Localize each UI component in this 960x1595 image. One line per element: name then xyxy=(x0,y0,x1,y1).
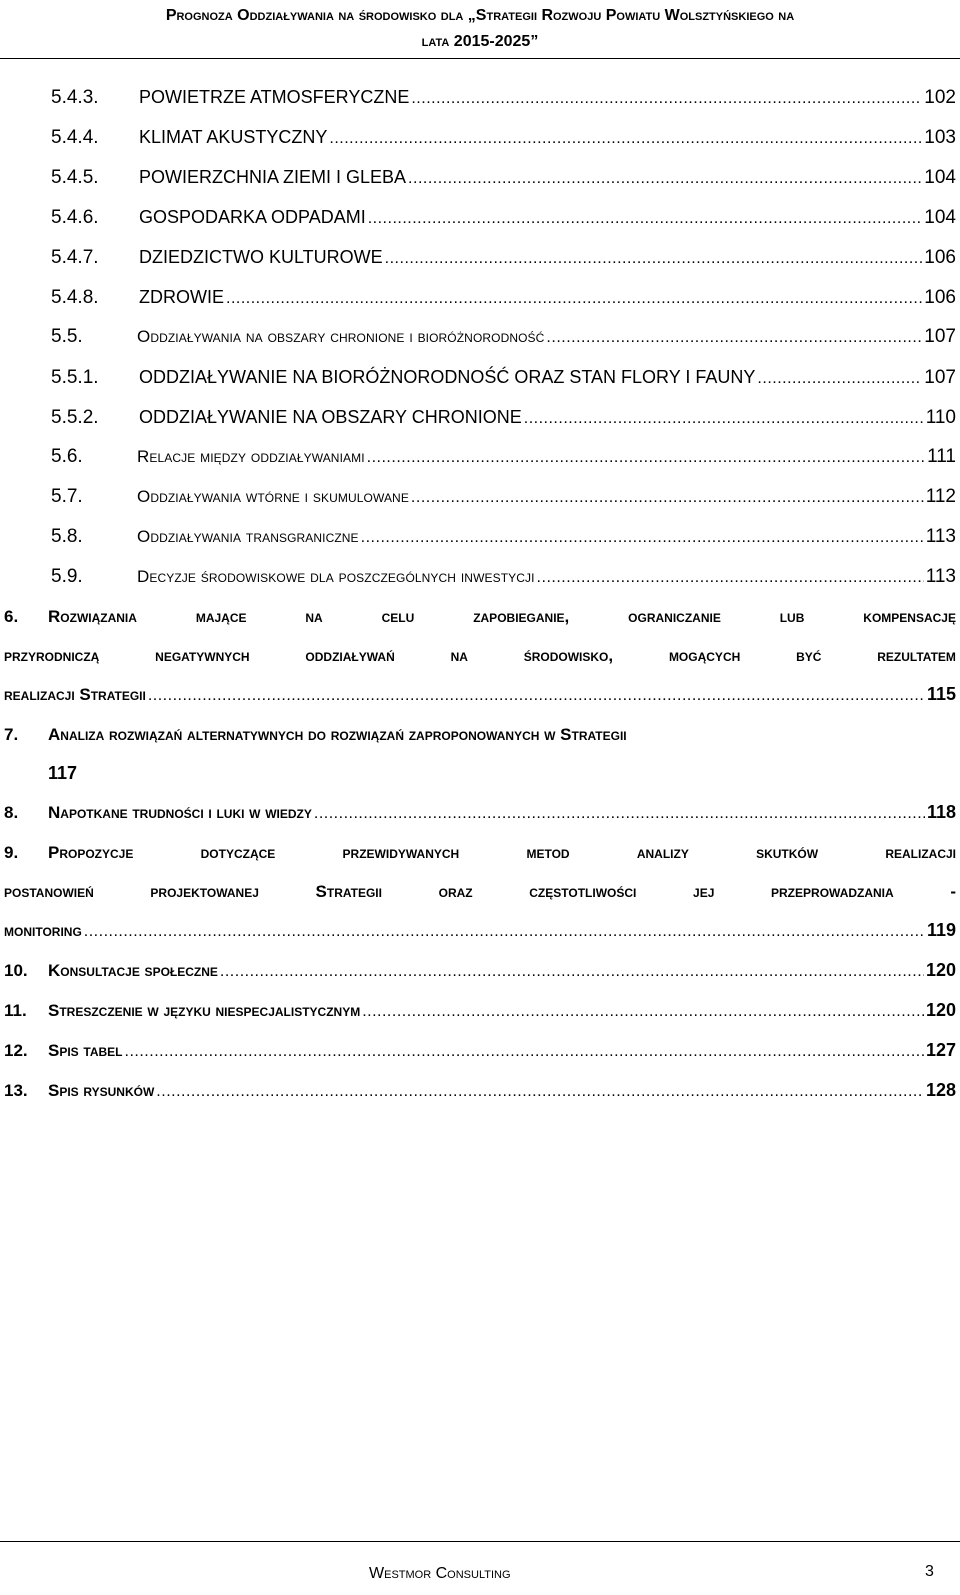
toc-entry[interactable] xyxy=(4,77,956,117)
toc-entry[interactable] xyxy=(4,557,956,597)
toc-entry-title: POWIETRZE ATMOSFERYCZNE xyxy=(139,87,410,107)
toc-chapter-title: Analiza rozwiązań alternatywnych do rozwiązań zaproponowanych w Strategii xyxy=(48,725,627,744)
toc-chapter-number: 10. xyxy=(4,961,28,980)
toc-chapter-row xyxy=(4,991,956,1031)
toc-chapter-line xyxy=(4,872,956,911)
toc-leader-dots xyxy=(226,279,922,319)
toc-entry-number: 5.7. xyxy=(51,486,83,507)
header-rule xyxy=(0,58,960,59)
toc-entry[interactable] xyxy=(4,317,956,357)
footer-page-number: 3 xyxy=(925,1563,934,1580)
toc-entry[interactable] xyxy=(4,157,956,197)
toc-entry-title: POWIERZCHNIA ZIEMI I GLEBA xyxy=(139,167,407,187)
toc-entry-page: 112 xyxy=(925,486,956,507)
toc-chapter-title-word: realizacji xyxy=(885,843,956,862)
toc-entry-row xyxy=(4,237,956,279)
toc-chapter-page: 120 xyxy=(925,960,956,980)
toc-entry-number: 5.5.1. xyxy=(51,367,99,388)
toc-chapter-number: 8. xyxy=(4,803,19,822)
toc-leader-dots xyxy=(385,239,923,279)
toc-entry-title: Oddziaływania na obszary chronione i bioróżnorodność xyxy=(137,327,545,346)
toc-entry-row xyxy=(4,197,956,239)
toc-entry-page: 107 xyxy=(924,367,956,388)
toc-chapter-title-word: na xyxy=(305,607,323,626)
toc-entry-title: ODDZIAŁYWANIE NA OBSZARY CHRONIONE xyxy=(139,407,522,427)
toc-leader-dots xyxy=(148,676,925,715)
toc-entry-row xyxy=(4,477,956,518)
toc-entry-title: ZDROWIE xyxy=(139,287,224,307)
toc-leader-dots xyxy=(329,119,922,159)
toc-entry-row xyxy=(4,77,956,119)
toc-chapter-title-word: oraz xyxy=(438,882,473,901)
header-line-1: Prognoza Oddziaływania na środowisko dla „Strategii Rozwoju Powiatu Wolsztyńskiego na xyxy=(165,7,795,24)
toc-chapter-title-word: ograniczanie xyxy=(628,607,721,626)
toc-chapter-number: 6. xyxy=(4,607,19,626)
toc-chapter-title-word: przyrodniczą xyxy=(4,646,100,665)
toc-chapter[interactable] xyxy=(4,991,956,1031)
toc-leader-dots xyxy=(367,438,925,478)
toc-entry[interactable] xyxy=(4,357,956,397)
toc-entry-number: 5.8. xyxy=(51,526,83,547)
toc-chapter-page: 115 xyxy=(926,684,956,704)
toc-entry-page: 113 xyxy=(925,566,956,587)
toc-chapter-number: 13. xyxy=(4,1081,28,1100)
toc-entry-title: ODDZIAŁYWANIE NA BIORÓŻNORODNOŚĆ ORAZ STAN FLORY I FAUNY xyxy=(139,367,756,387)
toc-entry-page: 106 xyxy=(924,287,956,308)
toc-chapter-page: 127 xyxy=(925,1040,956,1060)
toc-leader-dots xyxy=(368,199,923,239)
table-of-contents xyxy=(4,77,956,1111)
toc-entry-page: 103 xyxy=(924,127,956,148)
toc-entry-page: 110 xyxy=(925,407,956,428)
toc-chapter-row xyxy=(4,951,956,991)
toc-entry-number: 5.4.3. xyxy=(51,87,99,108)
toc-entry-number: 5.5. xyxy=(51,326,83,347)
toc-chapter[interactable] xyxy=(4,793,956,833)
toc-chapter-title-word: Strategii xyxy=(315,882,382,901)
toc-leader-dots xyxy=(537,558,924,598)
toc-entry-title: Oddziaływania wtórne i skumulowane xyxy=(137,487,409,506)
toc-chapter-title-word: jej xyxy=(693,882,715,901)
toc-chapter-title: Napotkane trudności i luki w wiedzy xyxy=(48,803,312,822)
toc-chapter-title: Spis tabel xyxy=(48,1041,123,1060)
toc-entry-page: 102 xyxy=(924,87,956,108)
toc-entry[interactable] xyxy=(4,477,956,517)
toc-entry-row xyxy=(4,517,956,558)
toc-entry-title: Oddziaływania transgraniczne xyxy=(137,527,359,546)
toc-chapter-title-word: przewidywanych xyxy=(342,843,460,862)
toc-chapter[interactable] xyxy=(4,951,956,991)
toc-chapter-title-word: przeprowadzania xyxy=(771,882,894,901)
toc-chapter-page: 118 xyxy=(926,802,956,822)
toc-entry-title: DZIEDZICTWO KULTUROWE xyxy=(139,247,383,267)
toc-entry-row xyxy=(4,557,956,598)
toc-chapter[interactable] xyxy=(4,1031,956,1071)
toc-leader-dots xyxy=(411,79,922,119)
toc-entry-page: 106 xyxy=(924,247,956,268)
toc-leader-dots xyxy=(362,992,924,1031)
toc-chapter-title-word: zapobieganie, xyxy=(473,607,570,626)
toc-chapter-title-end: realizacji Strategii xyxy=(4,685,146,704)
toc-chapter-number: 9. xyxy=(4,843,19,862)
toc-entry[interactable] xyxy=(4,197,956,237)
toc-entry-page: 104 xyxy=(924,207,956,228)
toc-chapter-title-word: skutków xyxy=(756,843,819,862)
toc-chapter-title-word: analizy xyxy=(636,843,689,862)
toc-chapter-title-word: częstotliwości xyxy=(529,882,637,901)
toc-entry-row xyxy=(4,437,956,478)
toc-entry-title: Relacje między oddziaływaniami xyxy=(137,447,365,466)
toc-leader-dots xyxy=(411,478,924,518)
toc-entry-number: 5.5.2. xyxy=(51,407,99,428)
toc-entry-row xyxy=(4,357,956,399)
toc-leader-dots xyxy=(546,318,922,358)
toc-chapter-title: Spis rysunków xyxy=(48,1081,155,1100)
toc-entry-title: GOSPODARKA ODPADAMI xyxy=(139,207,366,227)
toc-entry-row xyxy=(4,397,956,439)
footer-rule xyxy=(0,1541,960,1542)
toc-chapter-title-word: lub xyxy=(779,607,805,626)
toc-chapter-title-word: celu xyxy=(381,607,415,626)
toc-chapter-title-word: Rozwiązania xyxy=(48,607,137,626)
toc-chapter-title-word: postanowień xyxy=(4,882,94,901)
toc-leader-dots xyxy=(408,159,922,199)
page-header xyxy=(0,0,960,58)
toc-chapter-line xyxy=(4,833,956,872)
toc-chapter-line xyxy=(4,911,956,951)
toc-chapter-number: 11. xyxy=(4,1001,27,1020)
toc-chapter-number: 7. xyxy=(4,725,19,744)
toc-entry[interactable] xyxy=(4,277,956,317)
toc-entry[interactable] xyxy=(4,397,956,437)
footer-company: Westmor Consulting xyxy=(369,1565,511,1582)
toc-leader-dots xyxy=(125,1032,924,1071)
toc-chapter-title-line xyxy=(48,833,956,872)
toc-leader-dots xyxy=(314,794,925,833)
toc-chapter-title-word: mające xyxy=(195,607,247,626)
toc-chapter-title-word: środowisko, xyxy=(523,646,614,665)
toc-entry-number: 5.4.6. xyxy=(51,207,99,228)
toc-chapter-line xyxy=(4,636,956,675)
toc-entry-title: KLIMAT AKUSTYCZNY xyxy=(139,127,328,147)
header-line-2: lata 2015-2025” xyxy=(421,33,539,50)
toc-chapter-title: Streszczenie w języku niespecjalistycznym xyxy=(48,1001,361,1020)
toc-chapter-page: 120 xyxy=(925,1000,956,1020)
toc-entry[interactable] xyxy=(4,237,956,277)
toc-entry-row xyxy=(4,277,956,319)
toc-chapter-title-word: dotyczące xyxy=(200,843,276,862)
toc-chapter-line xyxy=(4,675,956,715)
toc-entry-page: 111 xyxy=(927,446,956,467)
toc-chapter-title: Konsultacje społeczne xyxy=(48,961,218,980)
toc-chapter-row xyxy=(4,793,956,833)
toc-chapter[interactable] xyxy=(4,833,956,951)
toc-entry-number: 5.4.8. xyxy=(51,287,99,308)
toc-chapter-title-word: rezultatem xyxy=(877,646,956,665)
toc-entry-page: 113 xyxy=(925,526,956,547)
toc-entry-number: 5.4.4. xyxy=(51,127,99,148)
toc-chapter[interactable] xyxy=(4,715,956,793)
toc-chapter-title-word: mogących xyxy=(668,646,741,665)
toc-leader-dots xyxy=(84,912,925,951)
toc-chapter-title-word: Propozycje xyxy=(48,843,134,862)
toc-leader-dots xyxy=(220,952,924,991)
toc-entry-number: 5.9. xyxy=(51,566,83,587)
toc-chapter-title-word: projektowanej xyxy=(150,882,259,901)
toc-entry-row xyxy=(4,317,956,358)
toc-chapter[interactable] xyxy=(4,1071,956,1111)
toc-chapter-title-end: monitoring xyxy=(4,921,82,940)
toc-entry-page: 107 xyxy=(924,326,956,347)
toc-chapter-page: 128 xyxy=(925,1080,956,1100)
toc-chapter-number: 12. xyxy=(4,1041,28,1060)
toc-entry-title: Decyzje środowiskowe dla poszczególnych inwestycji xyxy=(137,567,535,586)
toc-chapter-line xyxy=(4,597,956,636)
toc-chapter[interactable] xyxy=(4,597,956,715)
toc-entry[interactable] xyxy=(4,117,956,157)
toc-entry-number: 5.6. xyxy=(51,446,83,467)
toc-chapter-title-word: - xyxy=(950,882,956,901)
toc-chapter-title-word: na xyxy=(450,646,468,665)
toc-entry-number: 5.4.5. xyxy=(51,167,99,188)
toc-leader-dots xyxy=(757,359,922,399)
toc-entry[interactable] xyxy=(4,517,956,557)
toc-entry-page: 104 xyxy=(924,167,956,188)
toc-chapter-row xyxy=(4,715,956,754)
toc-entry[interactable] xyxy=(4,437,956,477)
toc-chapter-title-word: negatywnych xyxy=(155,646,250,665)
toc-entry-number: 5.4.7. xyxy=(51,247,99,268)
toc-leader-dots xyxy=(524,399,924,439)
toc-chapter-title-word: kompensację xyxy=(863,607,956,626)
toc-chapter-page: 119 xyxy=(926,920,956,940)
toc-chapter-page: 117 xyxy=(48,763,78,783)
toc-entry-row xyxy=(4,117,956,159)
toc-chapter-title-line xyxy=(48,597,956,636)
toc-entry-row xyxy=(4,157,956,199)
toc-chapter-title-word: metod xyxy=(526,843,570,862)
toc-leader-dots xyxy=(156,1072,924,1111)
toc-chapter-title-word: oddziaływań xyxy=(305,646,395,665)
toc-chapter-title-word: być xyxy=(796,646,822,665)
toc-leader-dots xyxy=(361,518,924,558)
toc-chapter-row xyxy=(4,1071,956,1111)
toc-chapter-row xyxy=(4,1031,956,1071)
